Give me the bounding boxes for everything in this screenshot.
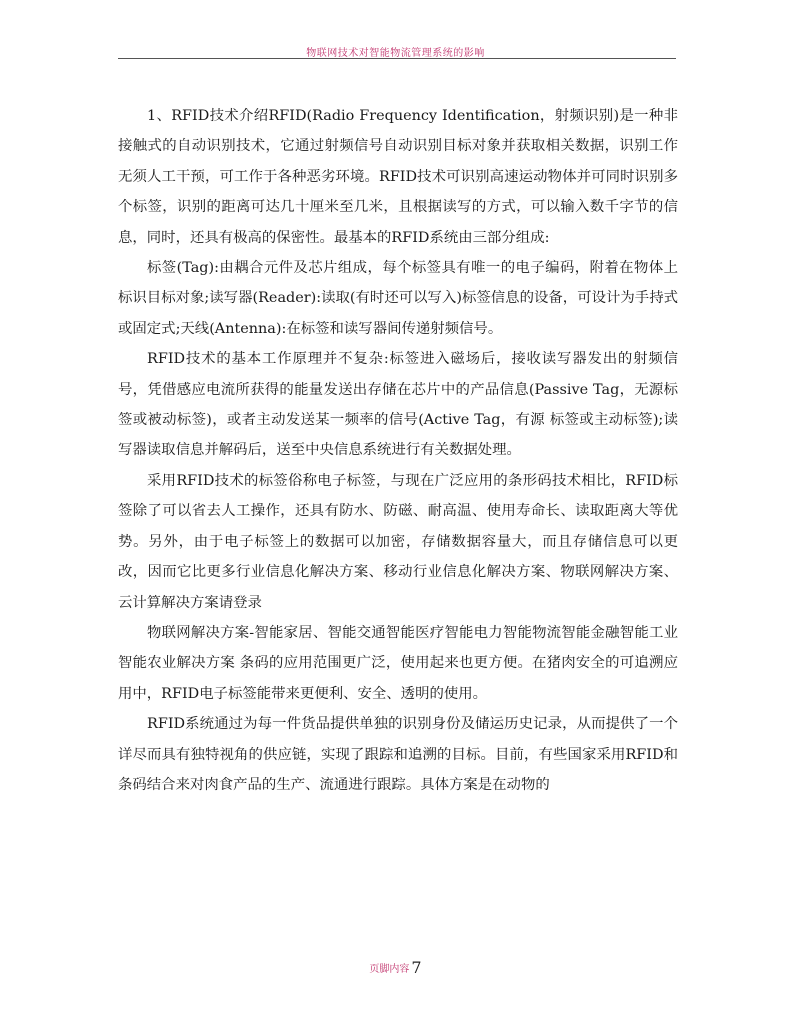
page-header: 物联网技术对智能物流管理系统的影响 [306, 48, 485, 59]
footer-label: 页脚内容 [369, 964, 410, 975]
document-body [118, 101, 678, 800]
paragraph-rfid-intro: 1、RFID技术介绍RFID(Radio Frequency Identification，射频识别)是一种非接触式的自动识别技术，它通过射频信号自动识别目标对象并获取相关数据，识别工作无须人工干预，可工作于各种恶劣环境。RFID技术可识别高速运动物体并可同时识别多个标签，识别的距离可达几十厘米至几米，且根据读写的方式，可以输入数千字节的信息，同时，还具有极高的保密性。最基本的RFID系统由三部分组成: [118, 108, 678, 246]
paragraph-rfid-principle: RFID技术的基本工作原理并不复杂:标签进入磁场后，接收读写器发出的射频信号，凭借感应电流所获得的能量发送出存储在芯片中的产品信息(Passive Tag，无源标签或被动标签)，或者主动发送某一频率的信号(Active Tag，有源 标签或主动标签);读写器读取信息并解码后，送至中央信息系统进行有关数据处理。 [118, 351, 678, 459]
page-footer [0, 958, 791, 977]
page-number: 7 [411, 958, 422, 977]
paragraph-iot-solutions: 物联网解决方案-智能家居、智能交通智能医疗智能电力智能物流智能金融智能工业智能农业解决方案 条码的应用范围更广泛，使用起来也更方便。在猪肉安全的可追溯应用中，RFID电子标签能带来更便利、安全、透明的使用。 [118, 624, 678, 702]
paragraph-rfid-components: 标签(Tag):由耦合元件及芯片组成，每个标签具有唯一的电子编码，附着在物体上标识目标对象;读写器(Reader):读取(有时还可以写入)标签信息的设备，可设计为手持式或固定式;天线(Antenna):在标签和读写器间传递射频信号。 [118, 260, 678, 337]
paragraph-rfid-traceability: RFID系统通过为每一件货品提供单独的识别身份及储运历史记录，从而提供了一个详尽而具有独特视角的供应链，实现了跟踪和追溯的目标。目前，有些国家采用RFID和条码结合来对肉食产品的生产、流通进行跟踪。具体方案是在动物的 [118, 716, 678, 793]
paragraph-rfid-advantages: 采用RFID技术的标签俗称电子标签，与现在广泛应用的条形码技术相比，RFID标签除了可以省去人工操作，还具有防水、防磁、耐高温、使用寿命长、读取距离大等优势。另外，由于电子标签上的数据可以加密，存储数据容量大，而且存储信息可以更改，因而它比更多行业信息化解决方案、移动行业信息化解决方案、物联网解决方案、云计算解决方案请登录 [118, 472, 678, 611]
header-divider [118, 58, 676, 59]
